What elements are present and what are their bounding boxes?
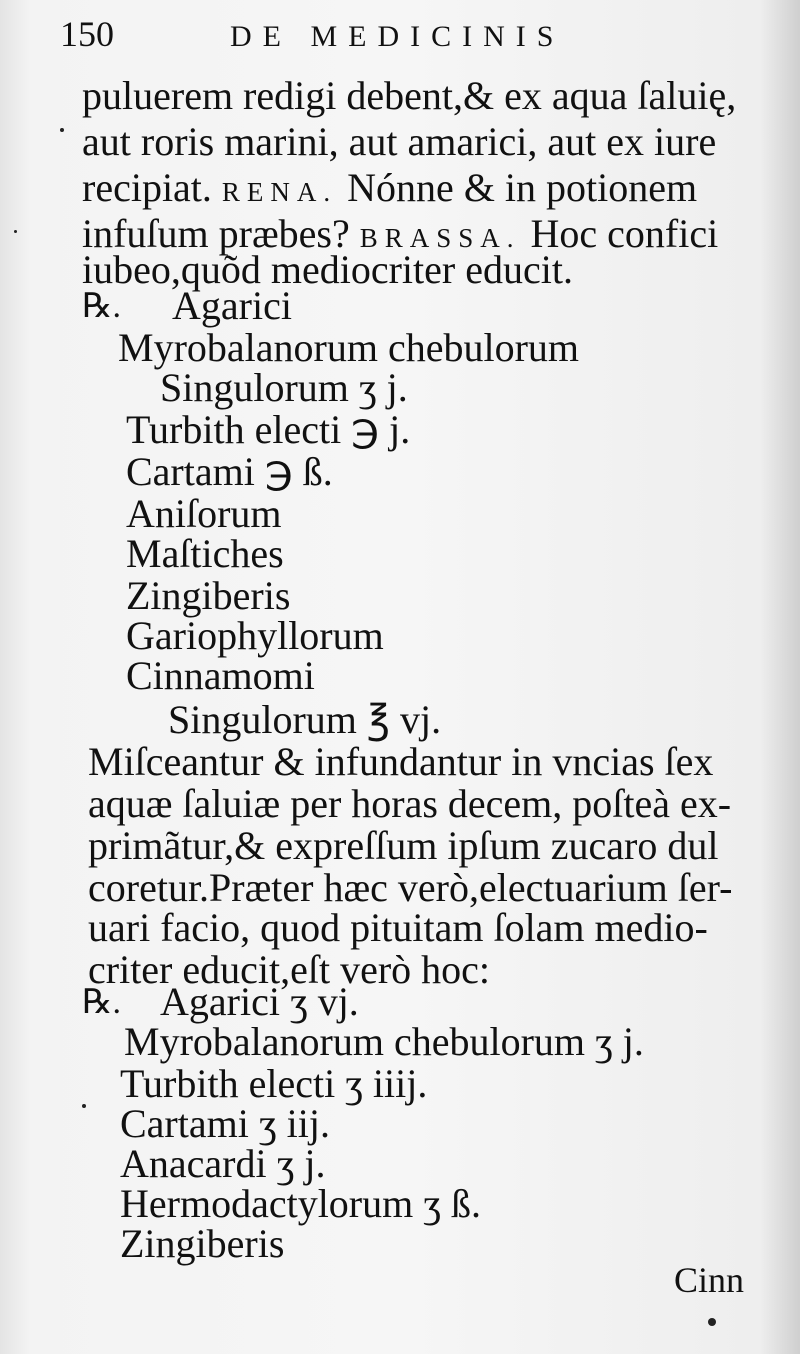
text-line: aquæ ſaluiæ per horas decem, poſteà ex- [88,781,732,826]
text-segment: recipiat. [82,165,212,210]
ingredient: Zingiberis [120,1221,285,1266]
recipe-symbol: ℞. [82,288,121,325]
speaker-brassa: BRASSA. [359,223,521,253]
ingredient: Zingiberis [126,573,291,618]
speaker-rena: RENA. [221,177,338,207]
text-line: primãtur,& expreſſum ipſum zucaro dul [88,823,719,868]
text-line [82,165,698,210]
ingredient-dose: Anacardi ʒ j. [120,1141,326,1186]
ingredient-dose: Turbith electi ʒ iiij. [120,1061,428,1106]
ingredient-dose: Myrobalanorum chebulorum ʒ j. [124,1019,644,1064]
recipe-symbol: ℞. [82,984,121,1021]
ingredient: Gariophyllorum [126,613,384,658]
text-line: iubeo,quõd mediocriter educit. [82,247,573,292]
ingredient: Cartami ℈ ß. [126,449,333,494]
ingredient-dose: Hermodactylorum ʒ ß. [120,1181,481,1226]
page-number: 150 [60,14,114,54]
text-line: criter educit,eſt verò hoc: [88,947,491,992]
ingredient-dose: Singulorum ℥ vj. [168,697,442,742]
catchword: Cinn [674,1260,745,1300]
ingredient-dose: Singulorum ʒ j. [160,365,408,410]
ingredient-dose: Agarici ʒ vj. [160,979,359,1024]
ingredient: Agarici [172,283,292,328]
margin-speck [60,128,64,132]
text-line: uari facio, quod pituitam ſolam medio- [88,905,708,950]
margin-speck [14,230,17,233]
text-segment: Hoc confici [530,211,719,256]
text-line: aut roris marini, aut amarici, aut ex iure [82,119,717,164]
ingredient: Cinnamomi [126,653,315,698]
ingredient: Myrobalanorum chebulorum [118,325,579,370]
text-line: Miſceantur & infundantur in vncias ſex [88,739,714,784]
text-line: coretur.Præter hæc verò,electuarium ſer- [88,865,733,910]
ingredient: Turbith electi ℈ j. [126,407,411,452]
ingredient: Aniſorum [126,491,282,536]
margin-speck [82,1104,86,1108]
text-segment: Nónne & in potionem [347,165,698,210]
ingredient-dose: Cartami ʒ iij. [120,1101,330,1146]
margin-speck [708,1318,716,1326]
text-line: puluerem redigi debent,& ex aqua ſaluię, [82,73,737,118]
running-title: DE MEDICINIS [230,20,565,53]
text-segment: infuſum præbes? [82,211,350,256]
ingredient: Maſtiches [126,531,284,576]
